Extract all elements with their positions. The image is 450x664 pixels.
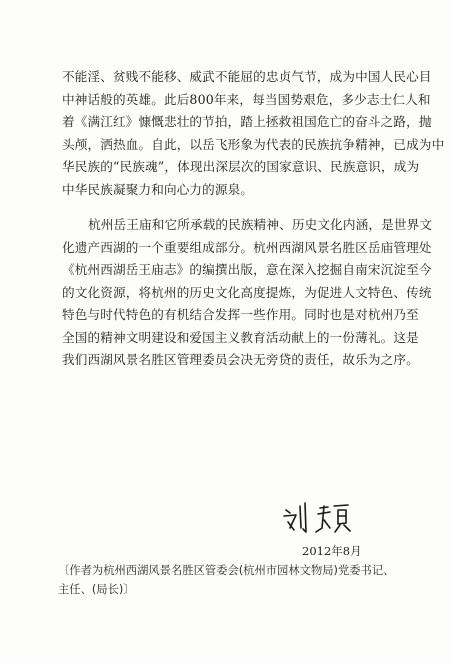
text-line: 化遗产西湖的一个重要组成部分。杭州西湖风景名胜区岳庙管理处 <box>62 239 432 255</box>
text-line: 的文化资源，将杭州的历史文化高度提炼，为促进人文特色、传统 <box>62 284 432 300</box>
footnote-line: 主任、(局长)〕 <box>58 582 135 596</box>
paragraph-gap <box>62 201 392 214</box>
text-line: 杭州岳王庙和它所承载的民族精神、历史文化内涵，是世界文 <box>88 217 433 232</box>
text-line: 着《满江红》慷慨悲壮的节拍，踏上拯救祖国危亡的奋斗之路，抛 <box>62 114 432 129</box>
text-line: 全国的精神文明建设和爱国主义教育活动献上的一份薄礼。这是 <box>62 329 419 345</box>
text-line: 特色与时代特色的有机结合发挥一些作用。同时也是对杭州乃至 <box>62 307 419 322</box>
author-footnote <box>58 562 398 599</box>
text-line: 我们西湖风景名胜区管理委员会决无旁贷的责任，故乐为之序。 <box>62 352 419 367</box>
body-text <box>62 66 445 372</box>
text-line: 头颅，洒热血。自此，以岳飞形象为代表的民族抗争精神，已成为中 <box>62 136 445 152</box>
text-line: 中华民族凝聚力和向心力的源泉。 <box>62 181 254 197</box>
text-line: 《杭州西湖岳王庙志》的编撰出版，意在深入挖掘自南宋沉淀至今 <box>62 262 432 277</box>
signature-date: 2012年8月 <box>302 544 362 558</box>
handwritten-signature <box>280 498 360 538</box>
text-line: 中神话般的英雄。此后800年来，每当国势艰危，多少志士仁人和 <box>62 91 431 107</box>
footnote-line: 〔作者为杭州西湖风景名胜区管委会(杭州市园林文物局)党委书记、 <box>58 564 395 577</box>
text-line: 华民族的“民族魂”，体现出深层次的国家意识、民族意识，成为 <box>62 159 420 174</box>
text-line: 不能淫、贫贱不能移、威武不能屈的忠贞气节，成为中国人民心目 <box>62 69 432 84</box>
